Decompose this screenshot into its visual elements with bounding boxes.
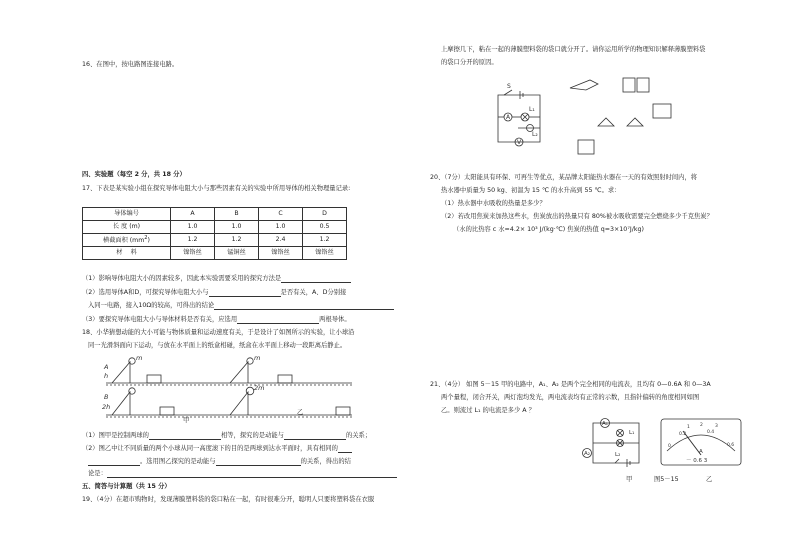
- q17-intro: 17、下表是某实验小组在探究导体电阻大小与那些因素有关的实验中所用导体的相关物理量记录:: [82, 185, 351, 192]
- label-2m: 2m: [254, 384, 265, 392]
- label-m-2: m: [254, 354, 261, 362]
- answer-blank[interactable]: [284, 433, 346, 440]
- table-cell: 1.2: [303, 234, 347, 247]
- q19-text: 19、（4分）在超市购物时，发现薄膜塑料袋的袋口粘在一起，有时很难分开，聪明人只要将塑料袋在衣服: [82, 496, 375, 503]
- cross-section-label-end: ): [147, 237, 150, 245]
- q17-part3-text-a: （3）要探究导体电阻大小与导体材料是否有关，应选用: [82, 316, 238, 323]
- switch-symbol: [615, 459, 619, 463]
- cross-section-label: 横截面积 (mm: [103, 237, 145, 245]
- table-header: C: [259, 208, 303, 221]
- q18-part1: [82, 432, 371, 440]
- q18-part2-conclusion: [88, 470, 397, 478]
- q19-cont-a: 上摩擦几下，粘在一起的薄膜塑料袋的袋口就分开了。请你运用所学的物理知识解释薄膜塑料袋: [441, 46, 706, 53]
- q17-part3-text-b: 两根导体。: [319, 316, 351, 323]
- lamp-picture: [627, 118, 643, 126]
- table-cell: [83, 234, 171, 247]
- figure-label-jia: 甲: [626, 476, 633, 483]
- meter-unit: A: [699, 449, 703, 455]
- scale-label: 0.6: [727, 443, 735, 448]
- ball-m-top: [129, 358, 135, 364]
- label-voltmeter: V: [517, 139, 522, 146]
- table-row: [83, 247, 347, 260]
- table-cell: 0.5: [303, 221, 347, 234]
- q17-part2-text-b: 是否有关，A、D分别接: [280, 289, 347, 296]
- battery-picture: [637, 78, 649, 92]
- table-cell: 2.4: [259, 234, 303, 247]
- superscript: 2: [144, 235, 148, 242]
- q17-part1: [82, 275, 351, 283]
- table-cell: 锰铜丝: [215, 247, 259, 260]
- q18-part1-text-c: 的关系；: [345, 432, 372, 439]
- voltmeter-picture: [653, 104, 671, 118]
- label-S: S: [507, 83, 511, 90]
- answer-blank[interactable]: [338, 446, 352, 453]
- table-cell: 镍铬丝: [303, 247, 347, 260]
- label-A2: A₂: [584, 451, 590, 457]
- ramp-top-2: [230, 362, 248, 383]
- q18-part1-text-a: （1）图甲是控制两球的: [82, 432, 149, 439]
- answer-blank[interactable]: [237, 317, 319, 324]
- meter-terminals: － 0.6 3: [686, 458, 708, 464]
- answer-blank[interactable]: [209, 290, 281, 297]
- q20-part1: （1）热水器中水吸收的热量是多少？: [441, 200, 546, 207]
- label-A1: A₁: [602, 421, 608, 427]
- q20-text-b: 热水器中质量为 50 kg、初温为 15 ℃ 的水升高到 55 ℃。求：: [441, 187, 621, 194]
- label-B: B: [104, 393, 109, 401]
- paper-box: [336, 407, 350, 415]
- q18-part2-cont: [88, 458, 351, 466]
- q18-part2-text-d: 论是：: [88, 470, 107, 477]
- lamp-picture: [598, 118, 614, 126]
- ramp-experiment-figure: [100, 352, 370, 422]
- ramp-top: [112, 362, 130, 383]
- q18-part1-text-b: 相等，探究的是动能与: [220, 432, 284, 439]
- table-cell: 1.2: [171, 234, 215, 247]
- table-row: [83, 234, 347, 247]
- table-cell: 长 度 (m): [83, 221, 171, 234]
- q18-part2-text-a: （2）图乙中让不同质量的两个小球从同一高度滚下的目的是两球到达水平面时，具有相同的: [82, 445, 338, 452]
- table-header: B: [215, 208, 259, 221]
- label-L1: L₁: [529, 106, 535, 113]
- section4-title: 四、实验题（每空 2 分，共 18 分）: [82, 171, 186, 178]
- label-L2: L₂: [615, 452, 621, 458]
- q21-text-b: 两个量程，闭合开关，两灯泡均发光，两电流表均有正常的示数，且指针偏转的角度相同如图: [441, 394, 700, 401]
- scale-label: 0.4: [707, 430, 715, 435]
- answer-blank[interactable]: [216, 459, 301, 466]
- switch: [504, 90, 512, 95]
- q18-part2-text-b: 。选用图乙探究的是动能与: [140, 458, 216, 465]
- scale-label: 1: [687, 425, 690, 430]
- material-table: [82, 207, 347, 260]
- q18-text-b: 同一光滑斜面向下运动，与放在水平面上的纸盒相碰，纸盒在水平面上移动一段距离后静止。: [88, 342, 347, 349]
- scale-label: 0.2: [679, 432, 687, 437]
- q17-part2-text-a: （2）选用导体A和D，可探究导体电阻大小与: [82, 289, 209, 296]
- q16-text: 16、在图中，按电路图连接电路。: [82, 61, 179, 68]
- ramp-bottom-2: [230, 392, 248, 415]
- q20-text-a: 20、（7分）太阳能具有环保、可再生等优点，某品牌太阳能热水器在一天的有效照射时间内，将: [430, 174, 698, 181]
- table-header: A: [171, 208, 215, 221]
- section5-title: 五、简答与计算题（共 15 分）: [82, 483, 171, 490]
- table-header: 导体编号: [83, 208, 171, 221]
- q20-note: （水的比热容 c 水=4.2× 10³ J/(kg·℃) 焦炭的热值 q=3×10⁷J/kg): [453, 226, 644, 233]
- circuit-figure: [490, 70, 730, 165]
- table-cell: 1.2: [215, 234, 259, 247]
- table-cell: 1.0: [171, 221, 215, 234]
- q17-part3: [82, 316, 351, 324]
- table-row: [83, 208, 347, 221]
- q21-text-c: 乙。则流过 L₁ 的电流是多少 A ？: [441, 407, 535, 414]
- ammeter-picture: [578, 140, 594, 154]
- figure-caption: 图5－15: [654, 476, 679, 483]
- answer-blank[interactable]: [281, 276, 351, 283]
- battery-picture: [623, 78, 635, 92]
- q17-part1-text: （1）影响导体电阻大小的因素较多，因此本实验需要采用的探究方法是: [82, 275, 282, 282]
- ball-m-top-2: [247, 358, 253, 364]
- answer-blank[interactable]: [88, 459, 140, 466]
- answer-blank[interactable]: [149, 433, 221, 440]
- table-header: D: [303, 208, 347, 221]
- figure-label-jia: 甲: [183, 417, 190, 424]
- ball-2m: [246, 387, 254, 395]
- ramp-bottom: [112, 392, 130, 415]
- label-L2: L₂: [532, 131, 538, 138]
- q18-part2-text-c: 的关系，得出的结: [300, 458, 351, 465]
- label-2h: 2h: [102, 403, 111, 411]
- q21-text-a: 21、（4分） 如图 5－15 甲的电路中，A₁、A₂ 是两个完全相同的电流表，且均有 0—0.6A 和 0—3A: [430, 381, 711, 388]
- q20-part2: （2）若改用焦炭来加热这些水，焦炭放出的热量只有 80%被水吸收需要完全燃烧多少千克焦炭？: [441, 213, 713, 220]
- scale-label: 0: [668, 444, 671, 449]
- table-cell: 镍铬丝: [259, 247, 303, 260]
- label-L1: L₁: [629, 430, 635, 436]
- q17-part2-cont: [88, 302, 394, 310]
- label-h: h: [104, 372, 109, 380]
- paper-box: [160, 407, 174, 415]
- q17-part2: [82, 289, 346, 297]
- table-cell: 镍铬丝: [171, 247, 215, 260]
- label-A: A: [104, 363, 109, 371]
- paper-box: [147, 375, 161, 383]
- ball-m-bottom: [129, 388, 135, 394]
- table-row: [83, 221, 347, 234]
- figure-label-yi: 乙: [297, 409, 304, 416]
- scale-label: 2: [700, 423, 703, 428]
- label-m: m: [136, 354, 143, 362]
- q19-cont-b: 的袋口分开的原因。: [441, 59, 498, 66]
- table-cell: 材 料: [83, 247, 171, 260]
- figure-label-yi: 乙: [706, 476, 713, 483]
- table-cell: 1.0: [259, 221, 303, 234]
- paper-box: [278, 375, 292, 383]
- answer-blank[interactable]: [214, 303, 394, 310]
- q18-text-a: 18、小华猜想动能的大小可能与物体质量和运动速度有关，于是设计了如图所示的实验，让小球沿: [82, 329, 355, 336]
- q18-part2: [82, 445, 352, 453]
- label-ammeter: A: [506, 114, 511, 121]
- q17-part2-text-c: 入同一电路，接入10Ω的较高，可得出的结论: [88, 302, 215, 309]
- table-cell: 1.0: [215, 221, 259, 234]
- switch-picture: [570, 80, 598, 90]
- scale-label: 3: [715, 424, 718, 429]
- answer-blank[interactable]: [107, 471, 397, 478]
